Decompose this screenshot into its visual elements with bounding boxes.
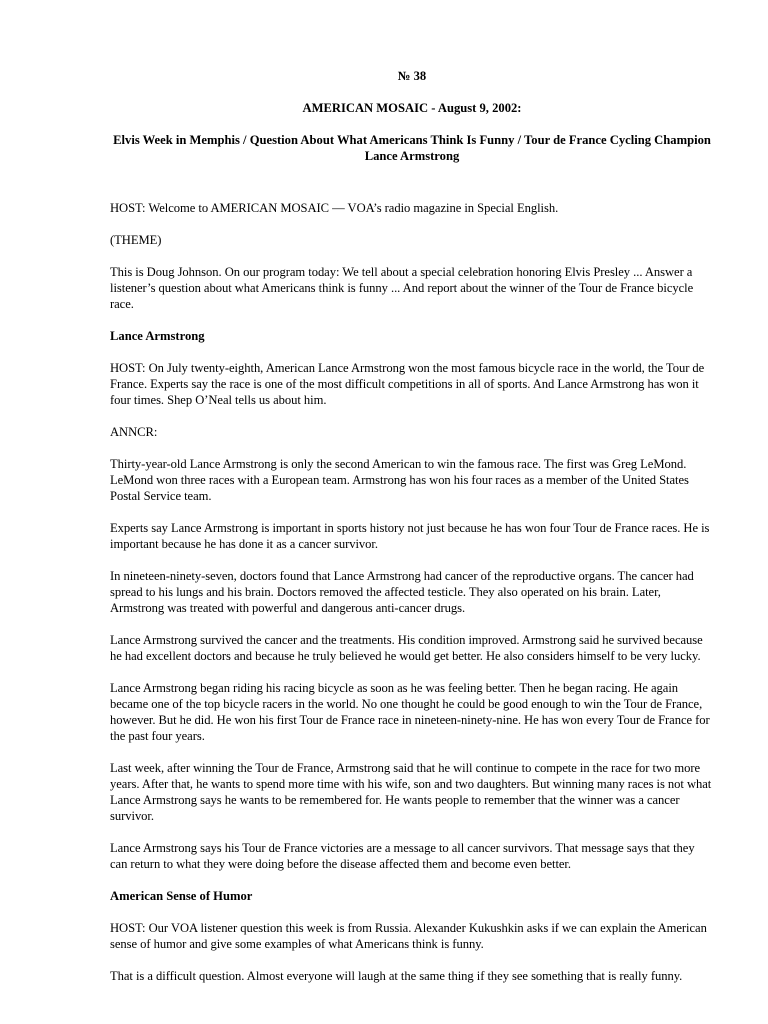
document-title: AMERICAN MOSAIC - August 9, 2002: xyxy=(302,101,522,115)
document-number: № 38 xyxy=(397,69,427,83)
paragraph-s1-p5: Lance Armstrong began riding his racing bicycle as soon as he was feeling better. Then he began racing. He again became one of the top bicycle racers in the world. No one thought he could be good enough to win the Tour de France, however. But he did. He won his first Tour de France race in nineteen-ninety-nine. He has won every Tour de France for the past four years. xyxy=(110,681,710,743)
section-heading-american-sense-of-humor: American Sense of Humor xyxy=(110,889,253,903)
paragraph-s1-p1: Thirty-year-old Lance Armstrong is only the second American to win the famous race. The first was Greg LeMond. LeMond won three races with a European team. Armstrong has won his four races as a member of the United States Postal Service team. xyxy=(110,457,689,503)
paragraph-intro-host: HOST: Welcome to AMERICAN MOSAIC — VOA’s radio magazine in Special English. xyxy=(110,201,559,215)
paragraph-s1-host: HOST: On July twenty-eighth, American Lance Armstrong won the most famous bicycle race in the world, the Tour de France. Experts say the race is one of the most difficult competitions in all of sports. And Lance Armstrong has won it four times. Shep O’Neal tells us about him. xyxy=(110,361,705,407)
paragraph-s2-p1: That is a difficult question. Almost everyone will laugh at the same thing if they see something that is really funny. xyxy=(110,969,683,983)
paragraph-theme: (THEME) xyxy=(110,233,162,247)
paragraph-s1-p4: Lance Armstrong survived the cancer and the treatments. His condition improved. Armstrong said he survived because he had excellent doctors and because he truly believed he would get better. He also considers himself to be very lucky. xyxy=(110,633,703,663)
paragraph-s1-p3: In nineteen-ninety-seven, doctors found that Lance Armstrong had cancer of the reproductive organs. The cancer had spread to his lungs and his brain. Doctors removed the affected testicle. They also operated on his brain. Later, Armstrong was treated with powerful and dangerous anti-cancer drugs. xyxy=(110,569,694,615)
paragraph-s1-anncr: ANNCR: xyxy=(110,425,158,439)
document-page xyxy=(110,68,714,1000)
paragraph-s2-host: HOST: Our VOA listener question this week is from Russia. Alexander Kukushkin asks if we can explain the American sense of humor and give some examples of what Americans think is funny. xyxy=(110,921,707,951)
document-subtitle: Elvis Week in Memphis / Question About What Americans Think Is Funny / Tour de France Cycling Champion Lance Armstrong xyxy=(113,133,711,163)
paragraph-intro-program: This is Doug Johnson. On our program today: We tell about a special celebration honoring Elvis Presley ... Answer a listener’s question about what Americans think is funny ... And report about the winner of the Tour de France bicycle race. xyxy=(110,265,694,311)
paragraph-s1-p2: Experts say Lance Armstrong is important in sports history not just because he has won four Tour de France races. He is important because he has done it as a cancer survivor. xyxy=(110,521,710,551)
document-header xyxy=(110,68,714,164)
section-heading-lance-armstrong: Lance Armstrong xyxy=(110,329,205,343)
paragraph-s1-p6: Last week, after winning the Tour de France, Armstrong said that he will continue to compete in the race for two more years. After that, he wants to spend more time with his wife, son and two daughters. But winning many races is not what Lance Armstrong says he wants to be remembered for. He wants people to remember that the winner was a cancer survivor. xyxy=(110,761,712,823)
paragraph-s1-p7: Lance Armstrong says his Tour de France victories are a message to all cancer survivors. That message says that they can return to what they were doing before the disease affected them and become even better. xyxy=(110,841,695,871)
